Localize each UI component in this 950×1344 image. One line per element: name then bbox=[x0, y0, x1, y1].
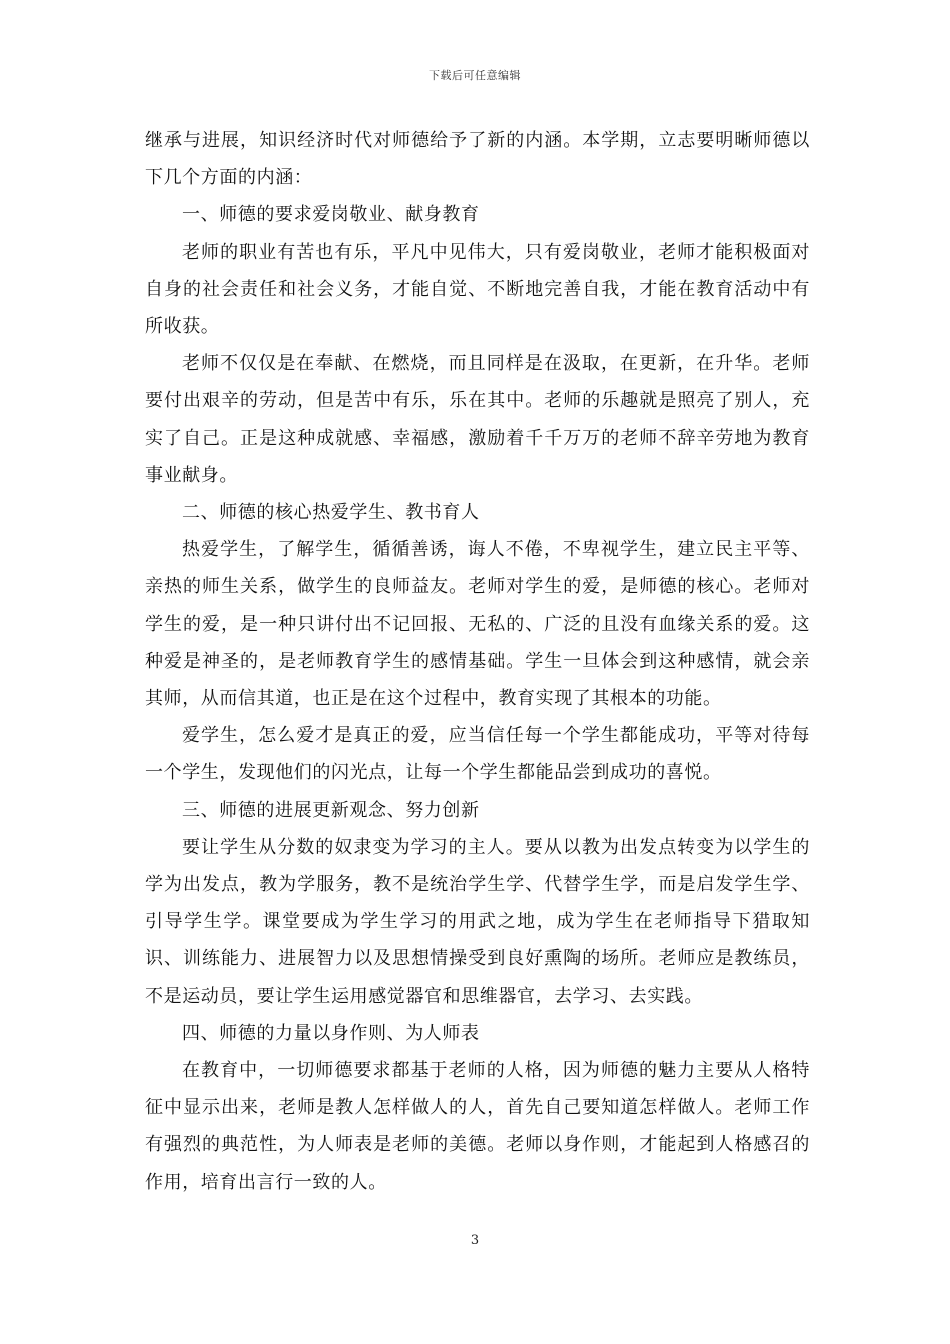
paragraph-4a: 在教育中，一切师德要求都基于老师的人格，因为师德的魅力主要从人格特征中显示出来，老师是教人怎样做人的人，首先自己要知道怎样做人。老师工作有强烈的典范性，为人师表是老师的美德。老师以身作则，才能起到人格感召的作用，培育出言行一致的人。 bbox=[145, 1060, 810, 1193]
paragraph-intro: 继承与进展，知识经济时代对师德给予了新的内涵。本学期，立志要明晰师德以下几个方面的内涵： bbox=[145, 130, 810, 189]
document-body bbox=[145, 122, 810, 1201]
section-heading-1: 一、师德的要求爱岗敬业、献身教育 bbox=[182, 204, 480, 226]
paragraph-2a: 热爱学生，了解学生，循循善诱，诲人不倦，不卑视学生，建立民主平等、亲热的师生关系，做学生的良师益友。老师对学生的爱，是师德的核心。老师对学生的爱，是一种只讲付出不记回报、无私的、广泛的且没有血缘关系的爱。这种爱是神圣的，是老师教育学生的感情基础。学生一旦体会到这种感情，就会亲其师，从而信其道，也正是在这个过程中，教育实现了其根本的功能。 bbox=[145, 539, 810, 710]
paragraph-2b: 爱学生，怎么爱才是真正的爱，应当信任每一个学生都能成功，平等对待每一个学生，发现他们的闪光点，让每一个学生都能品尝到成功的喜悦。 bbox=[145, 725, 810, 784]
page-number: 3 bbox=[470, 1233, 480, 1248]
page-header: 下载后可任意编辑 bbox=[429, 69, 521, 82]
section-heading-2: 二、师德的核心热爱学生、教书育人 bbox=[182, 502, 480, 524]
paragraph-1b: 老师不仅仅是在奉献、在燃烧，而且同样是在汲取，在更新，在升华。老师要付出艰辛的劳动，但是苦中有乐，乐在其中。老师的乐趣就是照亮了别人，充实了自己。正是这种成就感、幸福感，激励着千千万万的老师不辞辛劳地为教育事业献身。 bbox=[145, 353, 810, 486]
paragraph-3a: 要让学生从分数的奴隶变为学习的主人。要从以教为出发点转变为以学生的学为出发点，教为学服务，教不是统治学生学、代替学生学，而是启发学生学、引导学生学。课堂要成为学生学习的用武之地，成为学生在老师指导下猎取知识、训练能力、进展智力以及思想情操受到良好熏陶的场所。老师应是教练员，不是运动员，要让学生运用感觉器官和思维器官，去学习、去实践。 bbox=[145, 836, 810, 1007]
section-heading-3: 三、师德的进展更新观念、努力创新 bbox=[182, 799, 480, 821]
paragraph-1a: 老师的职业有苦也有乐，平凡中见伟大，只有爱岗敬业，老师才能积极面对自身的社会责任和社会义务，才能自觉、不断地完善自我，才能在教育活动中有所收获。 bbox=[145, 241, 810, 338]
section-heading-4: 四、师德的力量以身作则、为人师表 bbox=[182, 1022, 480, 1044]
